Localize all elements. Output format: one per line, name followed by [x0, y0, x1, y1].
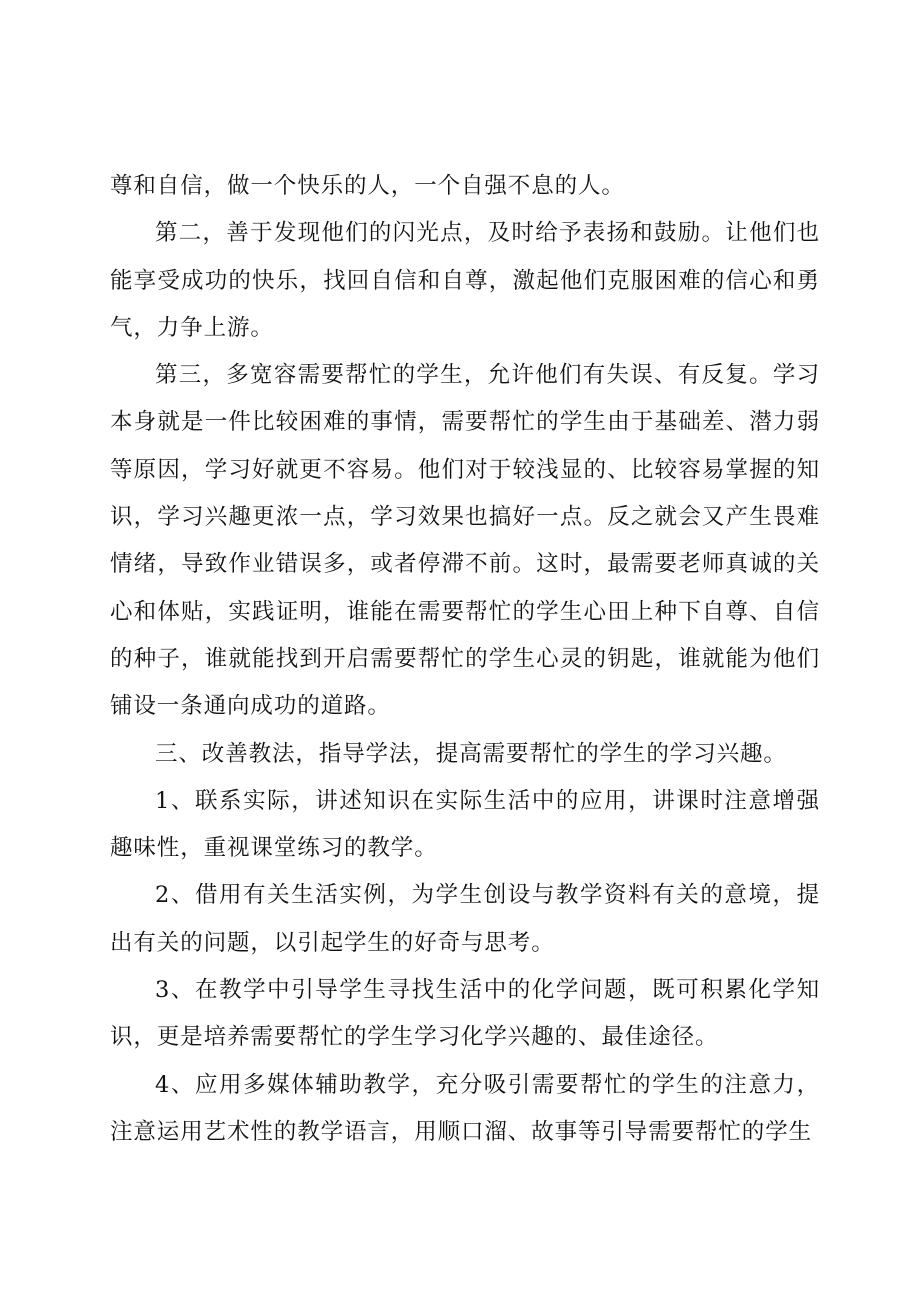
section-heading-three: 三、改善教法，指导学法，提高需要帮忙的学生的学习兴趣。 [155, 740, 787, 767]
list-item-1: 1、联系实际，讲述知识在实际生活中的应用，讲课时注意增强趣味性，重视课堂练习的教学。 [110, 787, 820, 862]
document-body [110, 163, 820, 1156]
paragraph-continued: 尊和自信，做一个快乐的人，一个自强不息的人。 [110, 173, 625, 199]
paragraph-third-point: 第三，多宽容需要帮忙的学生，允许他们有失误、有反复。学习本身就是一件比较困难的事情，需要帮忙的学生由于基础差、潜力弱等原因，学习好就更不容易。他们对于较浅显的、比较容易掌握的知识，学习兴趣更浓一点，学习效果也搞好一点。反之就会又产生畏难情绪，导致作业错误多，或者停滞不前。这时，最需要老师真诚的关心和体贴，实践证明，谁能在需要帮忙的学生心田上种下自尊、自信的种子，谁就能找到开启需要帮忙的学生心灵的钥匙，谁就能为他们铺设一条通向成功的道路。 [110, 362, 820, 720]
list-item-2: 2、借用有关生活实例，为学生创设与教学资料有关的意境，提出有关的问题，以引起学生的好奇与思考。 [110, 882, 820, 956]
list-item-3: 3、在教学中引导学生寻找生活中的化学问题，既可积累化学知识，更是培养需要帮忙的学生学习化学兴趣的、最佳途径。 [110, 977, 820, 1051]
paragraph-second-point: 第二，善于发现他们的闪光点，及时给予表扬和鼓励。让他们也能享受成功的快乐，找回自信和自尊，激起他们克服困难的信心和勇气，力争上游。 [110, 220, 820, 341]
list-item-4: 4、应用多媒体辅助教学，充分吸引需要帮忙的学生的注意力，注意运用艺术性的教学语言，用顺口溜、故事等引导需要帮忙的学生 [110, 1071, 820, 1145]
